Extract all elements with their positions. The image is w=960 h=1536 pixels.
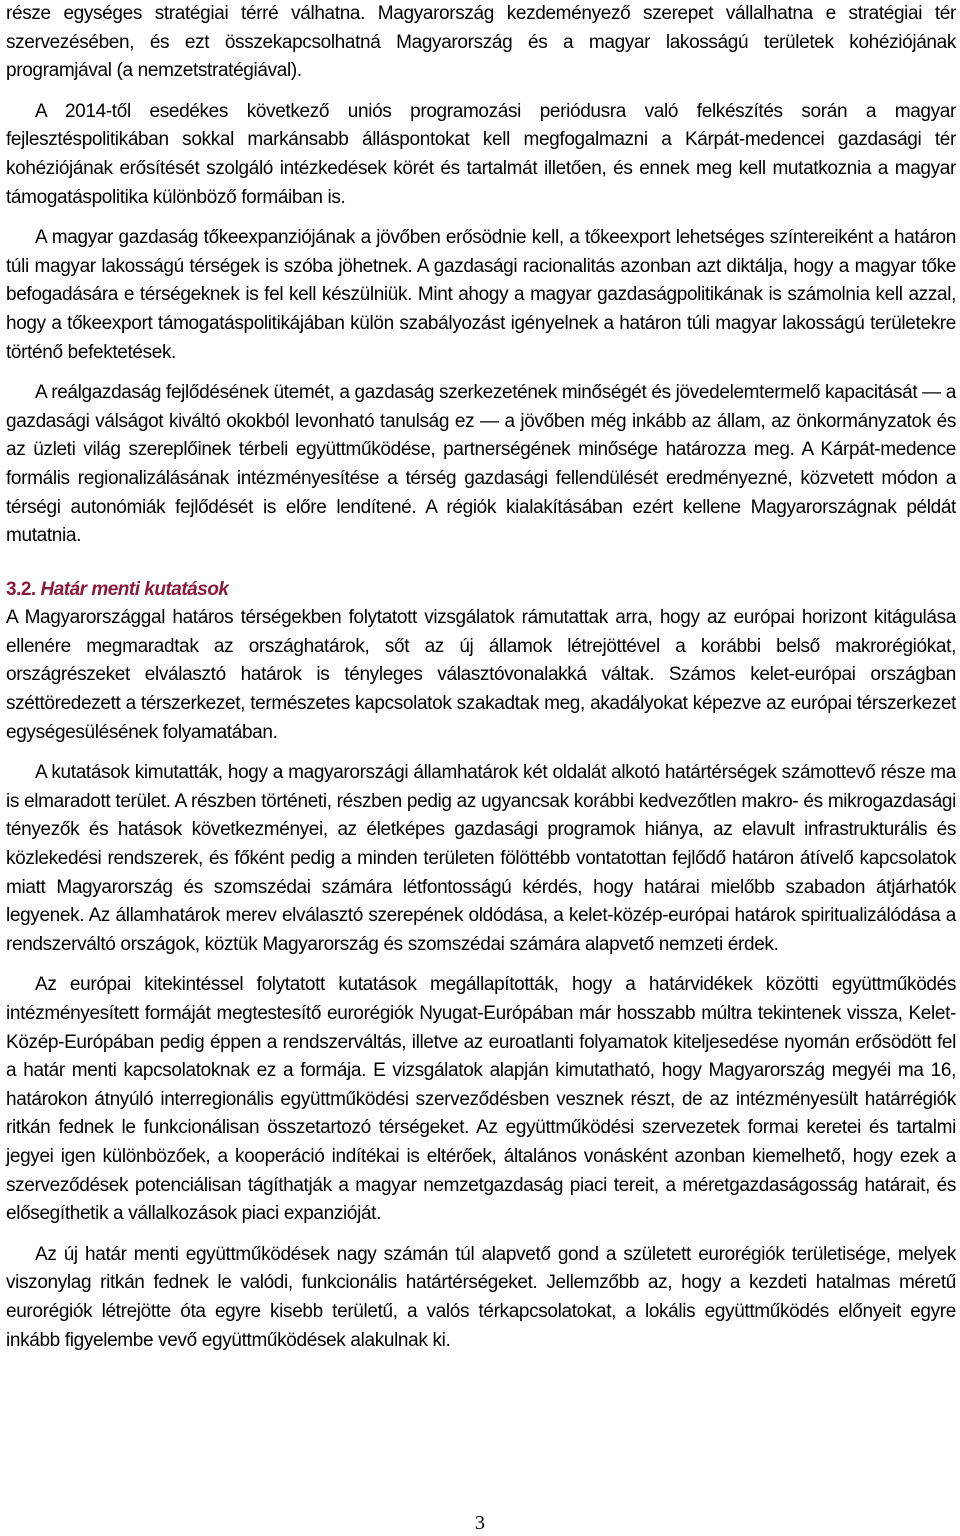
paragraph-new-cooperations: Az új határ menti együttműködések nagy számán túl alapvető gond a született eurorégiók területisége, melyek viszonylag ritkán fednek le valódi, funkcionális határtérségeket. Jellemzőbb az, hogy a kezdeti hatalmas méretű eurorégiók létrejötte óta egyre kisebb területű, a valós térkapcsolatokat, a lokális együttműködés előnyeit egyre inkább figyelembe vevő együttműködések alakulnak ki. <box>6 1243 956 1351</box>
paragraph-continuation: része egységes stratégiai térré válhatna. Magyarország kezdeményező szerepet vállalhatna e stratégiai tér szervezésében, és ezt összekapcsolhatná Magyarország és a magyar lakosságú területek kohéziójának programjával (a nemzetstratégiával). <box>6 3 956 82</box>
paragraph-real-economy: A reálgazdaság fejlődésének ütemét, a gazdaság szerkezetének minőségét és jövedelemtermelő kapacitását — a gazdasági válságot kiváltó okokból levonható tanulság ez — a jövőben még inkább az állam, az önkormányzatok és az üzleti világ szereplőinek térbeli együttműködése, partnerségének minősége határozza meg. A Kárpát-medence formális regionalizálásának intézményesítése a térség gazdasági fellendülését eredményezné, közvetett módon a térségi autonómiák fejlődését is előre lendítené. A régiók kialakításában ezért kellene Magyarországnak példát mutatnia. <box>6 382 956 547</box>
paragraph-capital-expansion: A magyar gazdaság tőkeexpanziójának a jövőben erősödnie kell, a tőkeexport lehetséges színtereiként a határon túli magyar lakosságú térségek is szóba jöhetnek. A gazdasági racionalitás azonban azt diktálja, hogy a magyar tőke befogadására e térségeknek is fel kell készülniük. Mint ahogy a magyar gazdaságpolitikának is számolnia kell azzal, hogy a tőkeexport támogatáspolitikájában külön szabályozást igényelnek a határon túli magyar lakosságú területekre történő befektetések. <box>6 227 956 363</box>
document-page <box>6 0 956 1355</box>
paragraph-programming-period: A 2014-től esedékes következő uniós programozási periódusra való felkészítés során a magyar fejlesztéspolitikában sokkal markánsabb álláspontokat kell megfogalmazni a Kárpát-medencei gazdasági tér kohéziójának erősítését szolgáló intézkedések körét és tartalmát illetően, és ennek meg kell mutatkoznia a magyar támogatáspolitika különböző formáiban is. <box>6 100 956 208</box>
paragraph-border-regions: A Magyarországgal határos térségekben folytatott vizsgálatok rámutattak arra, hogy az európai horizont kitágulása ellenére megmaradtak az országhatárok, sőt az új államok létrejöttével a korábbi belső makrorégiókat, országrészeket elválasztó határok is tényleges választóvonalakká váltak. Számos kelet-európai országban széttöredezett a térszerkezet, természetes kapcsolatok szakadtak meg, akadályokat képezve az európai térszerkezet egységesülésének folyamatában. <box>6 607 956 743</box>
section-heading <box>6 576 956 605</box>
section-title: Határ menti kutatások <box>40 578 229 600</box>
section-number: 3.2. <box>6 578 36 600</box>
paragraph-research-findings: A kutatások kimutatták, hogy a magyarországi államhatárok két oldalát alkotó határtérségek számottevő része ma is elmaradott terület. A részben történeti, részben pedig az ugyancsak korábbi kedvezőtlen makro- és mikrogazdasági tényezők és hatások következményei, az életképes gazdasági programok hiánya, az elavult infrastrukturális és közlekedési rendszerek, és főként pedig a minden területen fölöttébb vontatottan fejlődő határon átívelő kapcsolatok miatt Magyarország és szomszédai számára létfontosságú kérdés, hogy határai mielőbb szabadon átjárhatók legyenek. Az államhatárok merev elválasztó szerepének oldódása, a kelet-közép-európai határok spiritualizálódása a rendszerváltó országok, köztük Magyarország és szomszédai számára alapvető nemzeti érdek. <box>6 762 956 955</box>
paragraph-euroregions: Az európai kitekintéssel folytatott kutatások megállapították, hogy a határvidékek közötti együttműködés intézményesített formáját megtestesítő eurorégiók Nyugat-Európában már hosszabb múltra tekintenek vissza, Kelet-Közép-Európában pedig éppen a rendszerváltás, illetve az euroatlanti folyamatok kiteljesedése nyomán erősödött fel a határ menti kapcsolatoknak ez a formája. E vizsgálatok alapján kimutatható, hogy Magyarország megyéi ma 16, határokon átnyúló interregionális együttműködési szerveződésben vesznek részt, de az intézményesült határrégiók ritkán fednek le funkcionálisan összetartozó térségeket. Az együttműködési szervezetek formai keretei és tartalmi jegyei igen különbözőek, a kooperáció indítékai is eltérőek, általános vonásként azonban kiemelhető, hogy ezek a szerveződések potenciálisan tágíthatják a magyar nemzetgazdaság piaci tereit, a méretgazdaságosság határait, és elősegíthetik a vállalkozások piaci expanzióját. <box>6 974 956 1225</box>
page-number: 3 <box>475 1512 485 1534</box>
